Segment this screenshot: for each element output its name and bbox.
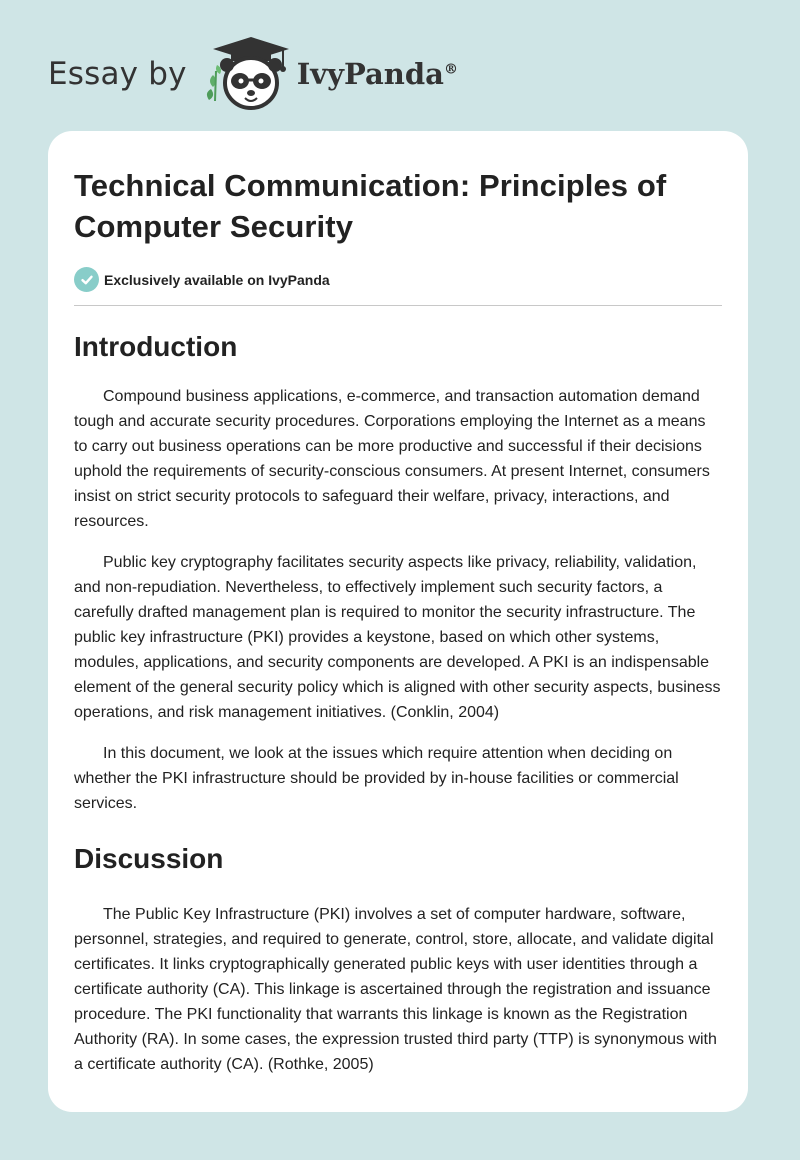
checkmark-circle-icon (74, 267, 99, 292)
article-card (48, 131, 748, 1112)
ivypanda-logo[interactable] (203, 35, 458, 113)
paragraph: In this document, we look at the issues which require attention when deciding on whether the PKI infrastructure should be provided by in-house facilities or commercial services. (74, 745, 679, 812)
registered-mark: ® (443, 61, 458, 78)
divider (74, 305, 722, 306)
paragraph: Public key cryptography facilitates security aspects like privacy, reliability, validation, and non-repudiation. Nevertheless, to effectively implement such security factors, a carefully drafted management plan is required to monitor the security infrastructure. The public key infrastructure (PKI) provides a keystone, based on which other systems, modules, applications, and security components are developed. A PKI is an indispensable element of the general security policy which is aligned with other security aspects, business operations, and risk management initiatives. (Conklin, 2004) (74, 554, 721, 721)
paragraph: The Public Key Infrastructure (PKI) involves a set of computer hardware, software, personnel, strategies, and required to generate, control, store, allocate, and validate digital certificates. It links cryptographically generated public keys with user identities through a certificate authority (CA). This linkage is ascertained through the registration and issuance procedure. The PKI functionality that warrants this linkage is known as the Registration Authority (RA). In some cases, the expression trusted third party (TTP) is synonymous with a certificate authority (CA). (Rothke, 2005) (74, 906, 717, 1073)
exclusive-badge (74, 267, 722, 292)
article-title: Technical Communication: Principles of Computer Security (74, 168, 667, 244)
panda-graduate-logo-icon (203, 35, 299, 113)
brand-name (297, 57, 458, 91)
section-heading: Discussion (74, 843, 224, 874)
section-discussion (74, 842, 722, 1077)
section-heading: Introduction (74, 331, 238, 362)
brand-text: IvyPanda (296, 57, 444, 91)
essay-by-label: Essay by (48, 56, 187, 92)
paragraph: Compound business applications, e-commerce, and transaction automation demand tough and accurate security procedures. Corporations employing the Internet as a means to carry out business operations can be more productive and successful if their decisions uphold the requirements of security-conscious consumers. At present Internet, consumers insist on strict security protocols to safeguard their welfare, privacy, interactions, and resources. (74, 388, 710, 530)
site-header (48, 34, 458, 114)
section-introduction (74, 330, 722, 816)
badge-text: Exclusively available on IvyPanda (104, 271, 330, 288)
